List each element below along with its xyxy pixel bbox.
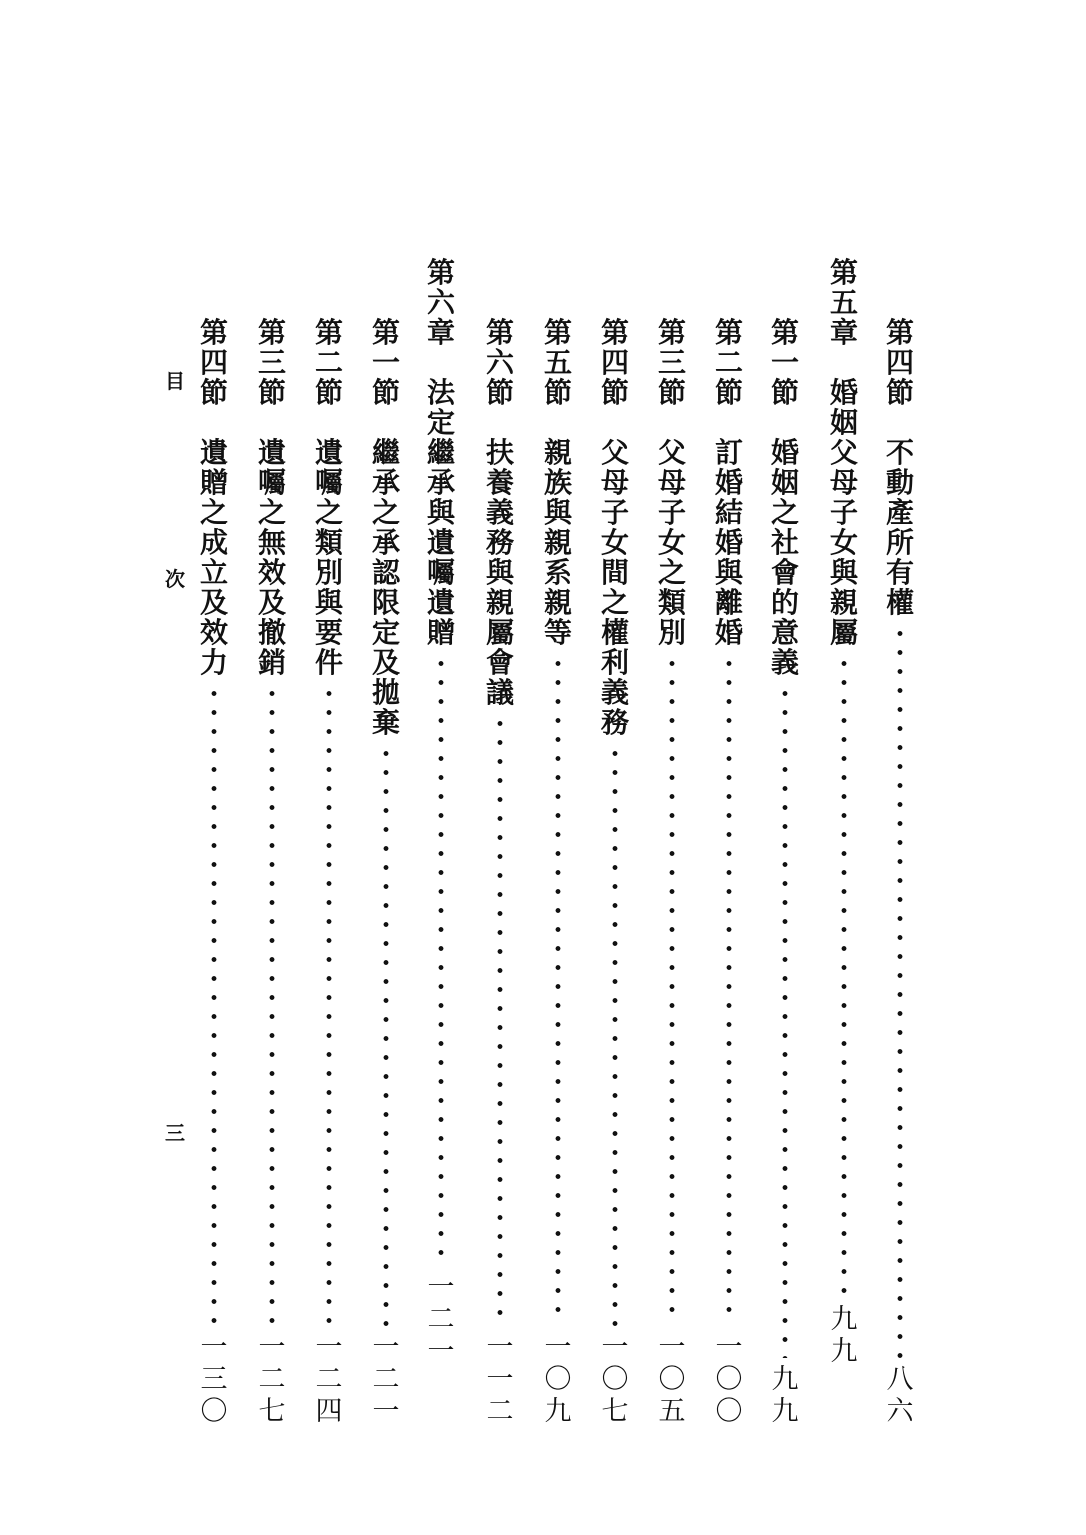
glyph: 目 <box>165 369 185 393</box>
glyph: 屬 <box>829 616 858 649</box>
glyph: 節 <box>600 376 629 409</box>
glyph: 之 <box>600 586 629 619</box>
glyph: 之 <box>257 496 286 529</box>
glyph: 婚 <box>714 616 743 649</box>
glyph: 五 <box>543 346 572 379</box>
glyph: 遺 <box>199 436 228 469</box>
running-head-title-bottom <box>160 568 190 590</box>
glyph: 母 <box>829 466 858 499</box>
glyph: 第 <box>770 316 799 349</box>
glyph: 父 <box>829 436 858 469</box>
dot-leader <box>668 654 676 1326</box>
glyph: 一 <box>770 346 799 379</box>
toc-entry-section[interactable] <box>194 318 234 1428</box>
dot-leader <box>725 654 733 1326</box>
glyph: 親 <box>543 436 572 469</box>
glyph: 撤 <box>257 616 286 649</box>
dot-leader <box>496 714 504 1326</box>
glyph: 〇 <box>544 1364 572 1395</box>
entry-page-number <box>425 1272 457 1368</box>
entry-number <box>884 318 916 408</box>
glyph: 務 <box>485 526 514 559</box>
glyph: 遺 <box>426 586 455 619</box>
glyph: 子 <box>829 496 858 529</box>
entry-title <box>828 378 860 648</box>
glyph: 一 <box>371 346 400 379</box>
glyph: 效 <box>257 556 286 589</box>
glyph: 節 <box>314 376 343 409</box>
entry-page-number <box>599 1332 631 1428</box>
toc-entry-section[interactable] <box>252 318 292 1428</box>
glyph: 間 <box>600 556 629 589</box>
entry-title <box>599 438 631 738</box>
glyph: 二 <box>258 1364 286 1395</box>
glyph: 承 <box>426 466 455 499</box>
glyph: 四 <box>885 346 914 379</box>
glyph: 議 <box>485 676 514 709</box>
glyph: 女 <box>657 526 686 559</box>
glyph: 結 <box>714 496 743 529</box>
glyph: 第 <box>885 316 914 349</box>
glyph: 繼 <box>426 436 455 469</box>
glyph: 節 <box>371 376 400 409</box>
glyph: 之 <box>657 556 686 589</box>
glyph: 女 <box>600 526 629 559</box>
glyph: 件 <box>314 646 343 679</box>
entry-page-number <box>484 1332 516 1428</box>
glyph: 限 <box>371 586 400 619</box>
glyph: 子 <box>657 496 686 529</box>
entry-number <box>370 318 402 408</box>
glyph: 第 <box>199 316 228 349</box>
glyph: 七 <box>258 1396 286 1427</box>
glyph: 第 <box>714 316 743 349</box>
toc-entry-section[interactable] <box>480 318 520 1428</box>
glyph: 社 <box>770 526 799 559</box>
glyph: 第 <box>657 316 686 349</box>
glyph: 動 <box>885 466 914 499</box>
toc-entry-section[interactable] <box>309 318 349 1428</box>
glyph: 婚 <box>770 436 799 469</box>
entry-number <box>484 318 516 408</box>
glyph: 一 <box>372 1332 400 1363</box>
glyph: 類 <box>314 526 343 559</box>
dot-leader <box>611 744 619 1326</box>
entry-page-number <box>370 1332 402 1428</box>
glyph: 親 <box>543 526 572 559</box>
glyph: 第 <box>829 256 858 289</box>
toc-entry-section[interactable] <box>538 318 578 1428</box>
glyph: 及 <box>199 586 228 619</box>
glyph: 之 <box>314 496 343 529</box>
dot-leader <box>210 684 218 1326</box>
dot-leader <box>382 744 390 1326</box>
glyph: 之 <box>371 496 400 529</box>
glyph: 〇 <box>658 1364 686 1395</box>
glyph: 利 <box>600 646 629 679</box>
dot-leader <box>554 654 562 1326</box>
entry-title <box>425 378 457 648</box>
entry-page-number <box>713 1332 745 1428</box>
glyph: 成 <box>199 526 228 559</box>
glyph: 產 <box>885 496 914 529</box>
glyph: 子 <box>600 496 629 529</box>
glyph: 〇 <box>715 1396 743 1427</box>
glyph: 與 <box>485 556 514 589</box>
entry-title <box>484 438 516 708</box>
glyph: 〇 <box>601 1364 629 1395</box>
glyph: 類 <box>657 586 686 619</box>
dot-leader <box>325 684 333 1326</box>
glyph: 之 <box>199 496 228 529</box>
entry-page-number <box>198 1332 230 1428</box>
glyph: 六 <box>886 1396 914 1427</box>
glyph: 二 <box>427 1304 455 1335</box>
glyph: 承 <box>371 526 400 559</box>
entry-number <box>599 318 631 408</box>
glyph: 囑 <box>426 556 455 589</box>
entry-number <box>828 258 860 348</box>
glyph: 二 <box>714 346 743 379</box>
toc-entry-section[interactable] <box>652 318 692 1428</box>
glyph: 第 <box>485 316 514 349</box>
glyph: 父 <box>600 436 629 469</box>
glyph: 節 <box>257 376 286 409</box>
page-number <box>160 1122 190 1144</box>
glyph: 四 <box>199 346 228 379</box>
glyph: 節 <box>199 376 228 409</box>
entry-number <box>713 318 745 408</box>
dot-leader <box>437 654 445 1266</box>
dot-leader <box>840 654 848 1298</box>
glyph: 承 <box>371 466 400 499</box>
glyph: 定 <box>426 406 455 439</box>
glyph: 三 <box>657 346 686 379</box>
glyph: 親 <box>485 586 514 619</box>
entry-title <box>884 438 916 618</box>
glyph: 之 <box>770 496 799 529</box>
glyph: 親 <box>543 586 572 619</box>
glyph: 章 <box>829 316 858 349</box>
glyph: 六 <box>485 346 514 379</box>
glyph: 姻 <box>829 406 858 439</box>
glyph: 繼 <box>371 436 400 469</box>
glyph: 義 <box>770 646 799 679</box>
glyph: 一 <box>200 1332 228 1363</box>
glyph: 親 <box>829 586 858 619</box>
entry-page-number <box>256 1332 288 1428</box>
glyph: 義 <box>600 676 629 709</box>
glyph: 一 <box>658 1332 686 1363</box>
glyph: 〇 <box>200 1396 228 1427</box>
glyph: 七 <box>601 1396 629 1427</box>
glyph: 二 <box>486 1396 514 1427</box>
entry-number <box>542 318 574 408</box>
entry-title <box>656 438 688 648</box>
toc-entry-section[interactable] <box>880 318 920 1428</box>
glyph: 第 <box>600 316 629 349</box>
glyph: 五 <box>658 1396 686 1427</box>
glyph: 有 <box>885 556 914 589</box>
glyph: 三 <box>165 1121 185 1145</box>
glyph: 四 <box>600 346 629 379</box>
toc-entry-section[interactable] <box>366 318 406 1428</box>
dot-leader <box>896 624 904 1358</box>
glyph: 遺 <box>257 436 286 469</box>
glyph: 棄 <box>371 706 400 739</box>
glyph: 權 <box>600 616 629 649</box>
glyph: 會 <box>770 556 799 589</box>
glyph: 一 <box>315 1332 343 1363</box>
glyph: 遺 <box>314 436 343 469</box>
entry-title <box>769 438 801 678</box>
glyph: 一 <box>427 1272 455 1303</box>
glyph: 權 <box>885 586 914 619</box>
glyph: 婚 <box>714 466 743 499</box>
glyph: 第 <box>314 316 343 349</box>
entry-title <box>198 438 230 678</box>
running-head-title-top <box>160 370 190 392</box>
glyph: 六 <box>426 286 455 319</box>
glyph: 姻 <box>770 466 799 499</box>
glyph: 一 <box>372 1396 400 1427</box>
glyph: 一 <box>427 1336 455 1367</box>
toc-entry-section[interactable] <box>709 318 749 1428</box>
glyph: 第 <box>257 316 286 349</box>
entry-number <box>198 318 230 408</box>
glyph: 第 <box>426 256 455 289</box>
glyph: 五 <box>829 286 858 319</box>
glyph: 無 <box>257 526 286 559</box>
glyph: 務 <box>600 706 629 739</box>
glyph: 節 <box>714 376 743 409</box>
entry-title <box>713 438 745 648</box>
glyph: 效 <box>199 616 228 649</box>
glyph: 母 <box>657 466 686 499</box>
glyph: 與 <box>426 496 455 529</box>
glyph: 遺 <box>426 526 455 559</box>
glyph: 與 <box>714 556 743 589</box>
glyph: 四 <box>315 1396 343 1427</box>
glyph: 節 <box>657 376 686 409</box>
glyph: 囑 <box>257 466 286 499</box>
toc-entry-section[interactable] <box>595 318 635 1428</box>
glyph: 母 <box>600 466 629 499</box>
entry-page-number <box>542 1332 574 1428</box>
glyph: 別 <box>314 556 343 589</box>
glyph: 〇 <box>715 1364 743 1395</box>
glyph: 義 <box>485 496 514 529</box>
glyph: 與 <box>314 586 343 619</box>
glyph: 九 <box>544 1396 572 1427</box>
glyph: 立 <box>199 556 228 589</box>
glyph: 訂 <box>714 436 743 469</box>
glyph: 第 <box>371 316 400 349</box>
glyph: 認 <box>371 556 400 589</box>
glyph: 力 <box>199 646 228 679</box>
glyph: 次 <box>165 567 185 591</box>
glyph: 離 <box>714 586 743 619</box>
glyph: 所 <box>885 526 914 559</box>
glyph: 章 <box>426 316 455 349</box>
glyph: 與 <box>543 496 572 529</box>
glyph: 八 <box>886 1364 914 1395</box>
glyph: 扶 <box>485 436 514 469</box>
glyph: 要 <box>314 616 343 649</box>
glyph: 一 <box>544 1332 572 1363</box>
glyph: 的 <box>770 586 799 619</box>
glyph: 二 <box>372 1364 400 1395</box>
glyph: 第 <box>543 316 572 349</box>
glyph: 婚 <box>714 526 743 559</box>
dot-leader <box>268 684 276 1326</box>
glyph: 及 <box>257 586 286 619</box>
glyph: 婚 <box>829 376 858 409</box>
glyph: 九 <box>771 1396 799 1427</box>
glyph: 拋 <box>371 676 400 709</box>
glyph: 會 <box>485 646 514 679</box>
glyph: 女 <box>829 526 858 559</box>
entry-title <box>370 438 402 738</box>
glyph: 定 <box>371 616 400 649</box>
glyph: 節 <box>885 376 914 409</box>
glyph: 三 <box>200 1364 228 1395</box>
glyph: 不 <box>885 436 914 469</box>
glyph: 三 <box>257 346 286 379</box>
glyph: 別 <box>657 616 686 649</box>
glyph: 族 <box>543 466 572 499</box>
toc-entry-chapter[interactable] <box>824 258 864 1368</box>
glyph: 養 <box>485 466 514 499</box>
entry-number <box>256 318 288 408</box>
entry-page-number <box>313 1332 345 1428</box>
glyph: 二 <box>314 346 343 379</box>
glyph: 一 <box>258 1332 286 1363</box>
glyph: 父 <box>657 436 686 469</box>
glyph: 囑 <box>314 466 343 499</box>
glyph: 系 <box>543 556 572 589</box>
glyph: 二 <box>315 1364 343 1395</box>
dot-leader <box>781 684 789 1358</box>
glyph: 一 <box>715 1332 743 1363</box>
entry-title <box>542 438 574 648</box>
glyph: 九 <box>771 1364 799 1395</box>
entry-number <box>313 318 345 408</box>
entry-page-number <box>769 1364 801 1428</box>
glyph: 一 <box>601 1332 629 1363</box>
glyph: 節 <box>770 376 799 409</box>
glyph: 九 <box>830 1336 858 1367</box>
glyph: 銷 <box>257 646 286 679</box>
entry-title <box>313 438 345 678</box>
glyph: 節 <box>543 376 572 409</box>
glyph: 意 <box>770 616 799 649</box>
glyph: 法 <box>426 376 455 409</box>
entry-page-number <box>656 1332 688 1428</box>
toc-entry-chapter[interactable] <box>421 258 461 1368</box>
glyph: 一 <box>486 1364 514 1395</box>
glyph: 屬 <box>485 616 514 649</box>
glyph: 及 <box>371 646 400 679</box>
toc-entry-section[interactable] <box>765 318 805 1428</box>
glyph: 九 <box>830 1304 858 1335</box>
glyph: 贈 <box>199 466 228 499</box>
glyph: 與 <box>829 556 858 589</box>
entry-number <box>769 318 801 408</box>
glyph: 節 <box>485 376 514 409</box>
entry-number <box>656 318 688 408</box>
glyph: 贈 <box>426 616 455 649</box>
entry-number <box>425 258 457 348</box>
glyph: 等 <box>543 616 572 649</box>
glyph: 一 <box>486 1332 514 1363</box>
entry-page-number <box>828 1304 860 1368</box>
entry-page-number <box>884 1364 916 1428</box>
entry-title <box>256 438 288 678</box>
